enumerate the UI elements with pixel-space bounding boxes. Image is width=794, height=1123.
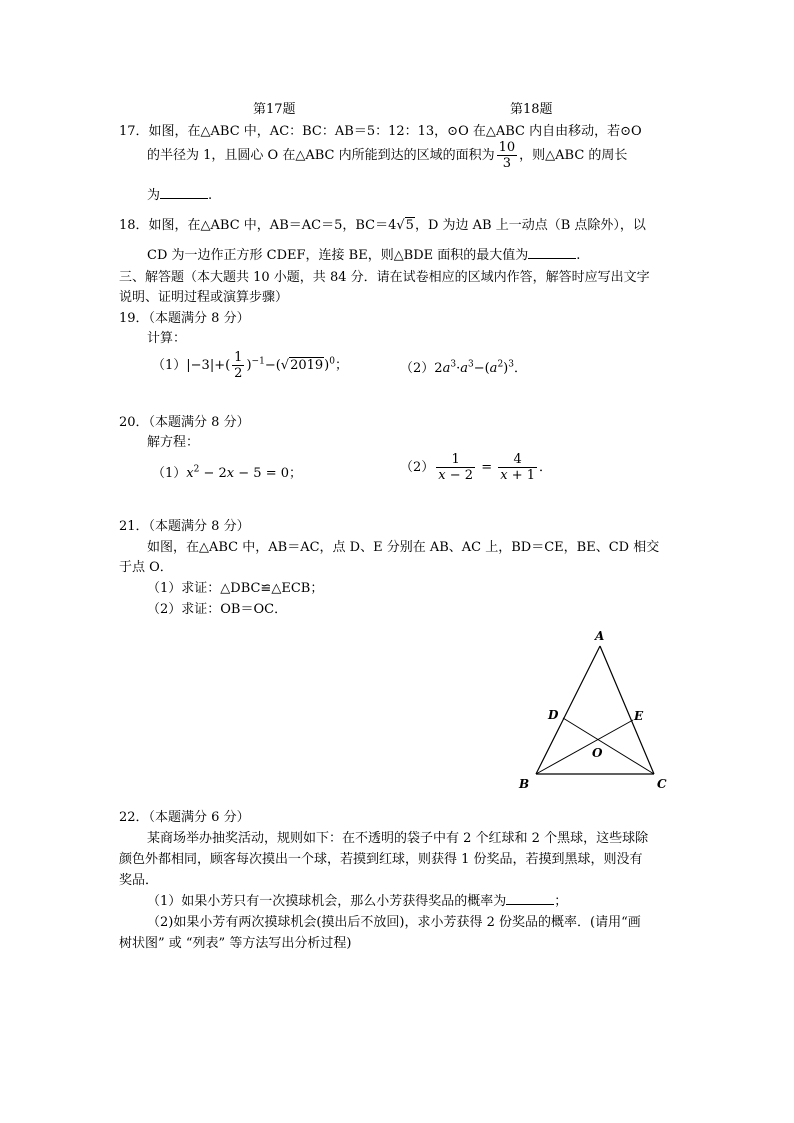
q21-line2: 于点 O．	[119, 560, 173, 575]
q20-instr: 解方程：	[147, 435, 200, 450]
q22-line1: 某商场举办抽奖活动，规则如下：在不透明的袋子中有 2 个红球和 2 个黑球，这些球除	[147, 831, 649, 846]
q17-frac-den: 3	[502, 156, 511, 171]
label-a: A	[595, 629, 605, 643]
q19-p2-label: （2）	[400, 361, 435, 376]
q17-line3: 为 .	[147, 188, 213, 203]
section3-line2: 说明、证明过程或演算步骤）	[119, 290, 289, 305]
label-b: B	[519, 777, 530, 791]
q19-part2: $(2)2a^3\cdot a^3-(a^2)^3$．	[400, 359, 527, 376]
q19-header: 19．（本题满分 8 分）	[119, 311, 250, 326]
q18-line1	[119, 214, 646, 233]
edge-ab	[536, 646, 600, 774]
q18-sqrt-val: 5	[405, 218, 414, 233]
q22-line2: 颜色外都相同，顾客每次摸出一个球，若摸到红球，则获得 1 份奖品，若摸到黑球，则没有	[119, 852, 643, 867]
label-e: E	[634, 709, 644, 723]
q19-part1: （1）|−3|+( $\frac{1}{2}$ )$^{-1}-(√2019)^0$；	[152, 350, 348, 381]
q22-part1	[147, 890, 567, 909]
q18-line1-a: 18．如图，在△ABC 中，AB＝AC＝5，BC＝4	[119, 218, 397, 233]
caption-q17: 第17题	[253, 102, 296, 117]
section3-line1: 三、解答题（本大题共 10 小题，共 84 分．请在试卷相应的区域内作答，解答时应写出文字	[119, 270, 650, 285]
q20-part2: （2） $\frac{1}{x - 2}$ = $\frac{4}{x + 1}$ ．	[400, 452, 553, 483]
q19-instr: 计算：	[147, 331, 187, 346]
q21-header: 21．（本题满分 8 分）	[119, 519, 250, 534]
label-c: C	[657, 777, 667, 791]
q21-triangle-diagram	[505, 622, 685, 797]
q17-line2-b: ，则△ABC 的周长	[519, 148, 628, 163]
q17-line3-text: 为	[147, 188, 161, 203]
q17-frac-num: 10	[498, 140, 516, 155]
segment-be	[536, 720, 633, 774]
segment-cd	[563, 718, 654, 774]
q18-sqrt: √5	[396, 218, 414, 233]
q22-header: 22．（本题满分 6 分）	[119, 810, 250, 825]
q19-p1-label: （1）	[152, 358, 187, 373]
q21-part1: （1）求证：△DBC≌△ECB；	[147, 581, 324, 596]
label-d: D	[548, 708, 559, 722]
q18-line2: CD 为一边作正方形 CDEF，连接 BE，则△BDE 面积的最大值为 .	[147, 248, 581, 263]
q17-line1: 17．如图，在△ABC 中，AC：BC：AB＝5：12：13，⊙O 在△ABC 内自由移动，若⊙O	[119, 124, 642, 139]
q21-part2: （2）求证：OB＝OC．	[147, 602, 288, 617]
q21-line1: 如图，在△ABC 中，AB＝AC，点 D、E 分别在 AB、AC 上，BD＝CE，BE、CD 相交	[147, 540, 660, 555]
q22-part2-line1: （2)如果小芳有两次摸球机会(摸出后不放回)，求小芳获得 2 份奖品的概率．(请用“画	[147, 915, 641, 930]
q22-line3: 奖品．	[119, 873, 159, 888]
q17-fraction	[497, 140, 518, 171]
q17-line2	[147, 140, 627, 171]
q17-line2-a: 的半径为 1，且圆心 O 在△ABC 内所能到达的区域的面积为	[147, 148, 495, 163]
q18-answer-blank	[528, 246, 576, 259]
q22-p1-text: （1）如果小芳只有一次摸球机会，那么小芳获得奖品的概率为	[147, 894, 507, 909]
q18-line2-text: CD 为一边作正方形 CDEF，连接 BE，则△BDE 面积的最大值为	[147, 248, 529, 263]
q20-header: 20．（本题满分 8 分）	[119, 415, 250, 430]
label-o: O	[592, 746, 603, 760]
q20-p1-label: （1）	[152, 466, 187, 481]
q22-answer-blank	[506, 892, 554, 905]
q22-part2-line2: 树状图” 或 “列表” 等方法写出分析过程)	[119, 936, 352, 951]
q20-part1: $(1)x^2 - 2x - 5 = 0$；	[152, 464, 302, 481]
q22-p1-end: ；	[554, 894, 568, 909]
caption-q18: 第18题	[510, 102, 553, 117]
q20-p2-label: （2）	[400, 460, 435, 475]
q17-answer-blank	[160, 186, 208, 199]
q18-line1-b: ，D 为边 AB 上一动点（B 点除外），以	[414, 218, 646, 233]
edge-ac	[600, 646, 654, 774]
